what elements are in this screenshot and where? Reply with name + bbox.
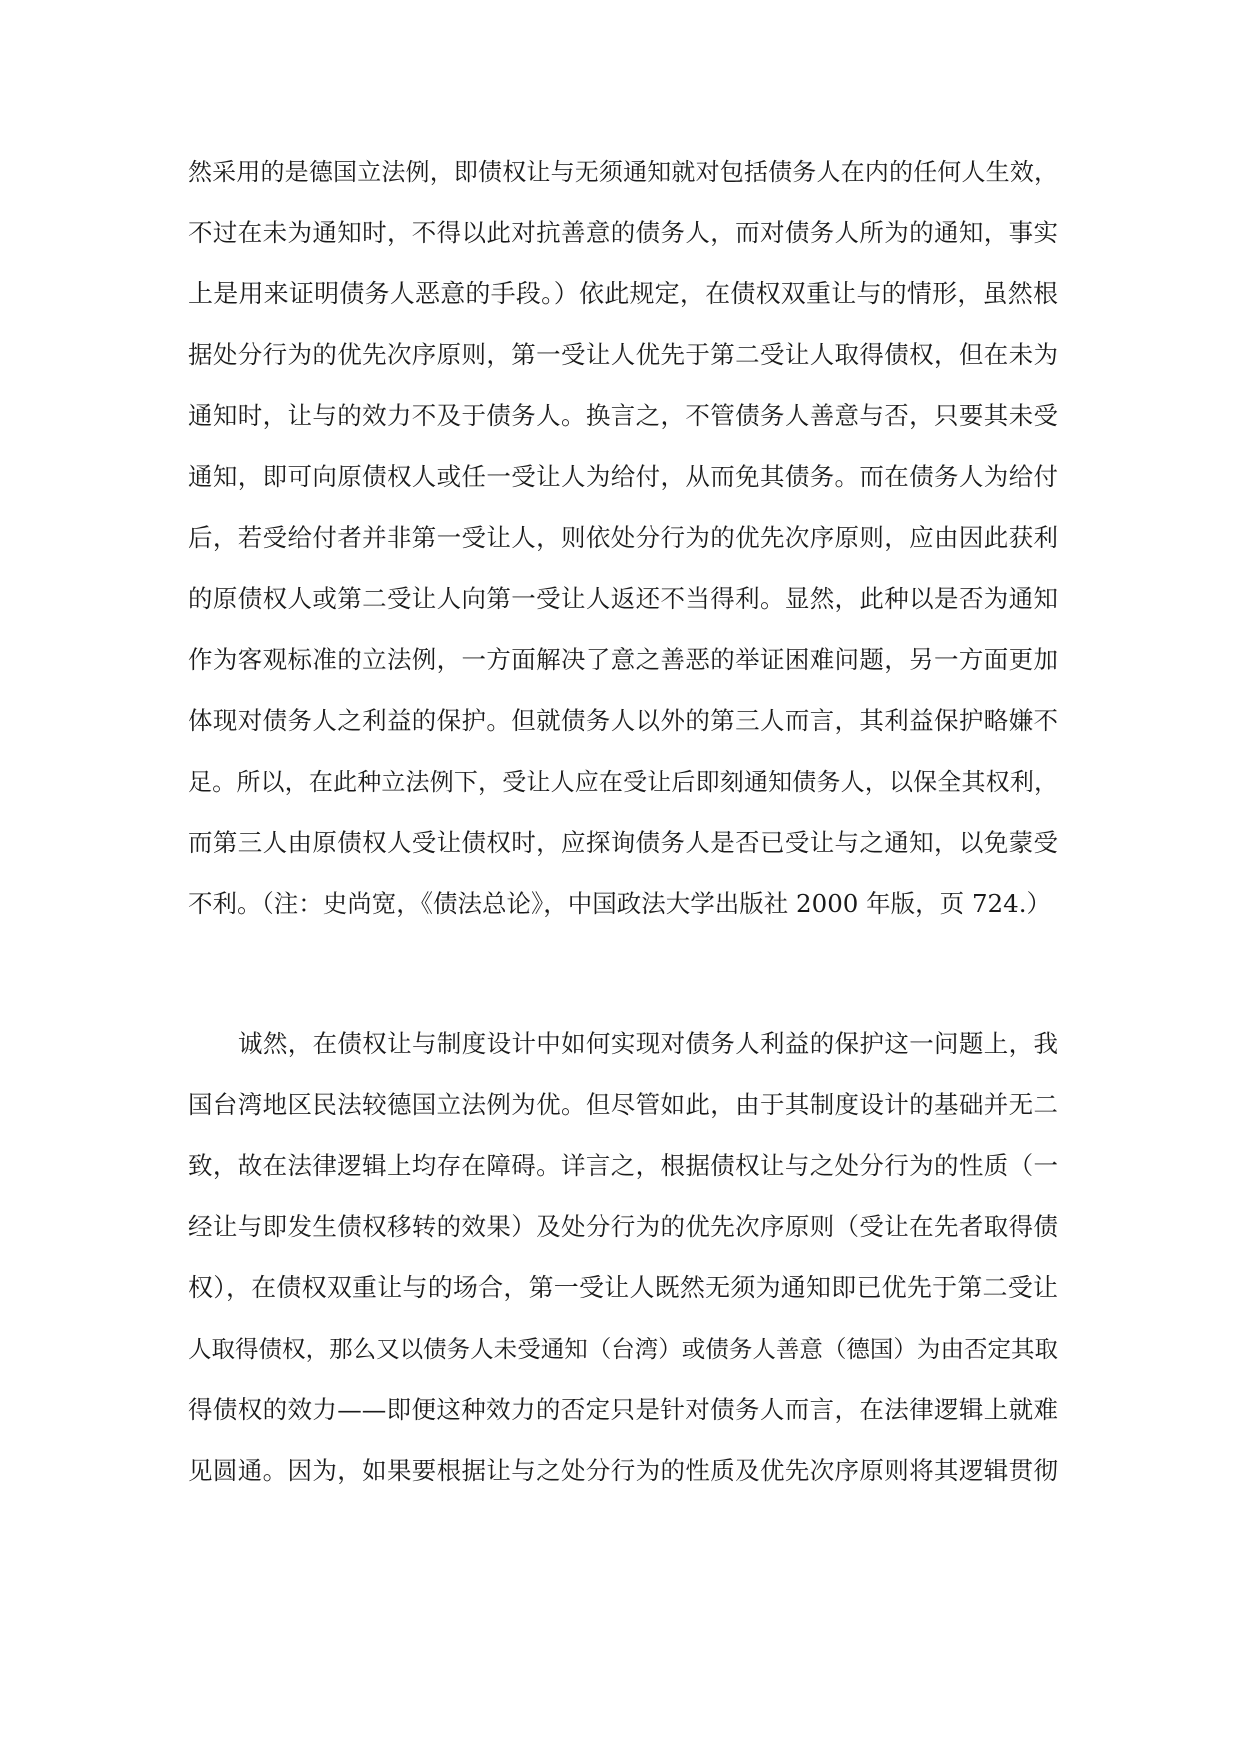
paragraph-2-line-8: 见圆通。因为，如果要根据让与之处分行为的性质及优先次序原则将其逻辑贯彻 <box>188 1456 1058 1485</box>
paragraph-1-line-13: 不利。（注：史尚宽，《债法总论》，中国政法大学出版社 2000 年版，页 724.） <box>188 889 1052 918</box>
paragraph-1-line-10: 体现对债务人之利益的保护。但就债务人以外的第三人而言，其利益保护略嫌不 <box>188 706 1058 735</box>
paragraph-1-line-2: 不过在未为通知时，不得以此对抗善意的债务人，而对债务人所为的通知，事实 <box>188 218 1058 247</box>
paragraph-2-line-2: 国台湾地区民法较德国立法例为优。但尽管如此，由于其制度设计的基础并无二 <box>188 1090 1058 1119</box>
paragraph-1-line-4: 据处分行为的优先次序原则，第一受让人优先于第二受让人取得债权，但在未为 <box>188 340 1058 369</box>
paragraph-1-line-6: 通知，即可向原债权人或任一受让人为给付，从而免其债务。而在债务人为给付 <box>188 462 1058 491</box>
paragraph-1-line-3: 上是用来证明债务人恶意的手段。）依此规定，在债权双重让与的情形，虽然根 <box>188 279 1058 308</box>
paragraph-1-line-11: 足。所以，在此种立法例下，受让人应在受让后即刻通知债务人，以保全其权利， <box>188 768 1058 796</box>
paragraph-2-line-7: 得债权的效力——即便这种效力的否定只是针对债务人而言，在法律逻辑上就难 <box>188 1395 1058 1424</box>
paragraph-1-line-8: 的原债权人或第二受让人向第一受让人返还不当得利。显然，此种以是否为通知 <box>188 584 1058 613</box>
paragraph-1-line-7: 后，若受给付者并非第一受让人，则依处分行为的优先次序原则，应由因此获利 <box>188 523 1058 552</box>
paragraph-1-line-9: 作为客观标准的立法例，一方面解决了意之善恶的举证困难问题，另一方面更加 <box>188 645 1058 674</box>
paragraph-2-line-6: 人取得债权，那么又以债务人未受通知（台湾）或债务人善意（德国）为由否定其取 <box>188 1335 1058 1363</box>
paragraph-2-line-5: 权），在债权双重让与的场合，第一受让人既然无须为通知即已优先于第二受让 <box>188 1273 1058 1302</box>
paragraph-1-line-12: 而第三人由原债权人受让债权时，应探询债务人是否已受让与之通知，以免蒙受 <box>188 828 1058 857</box>
paragraph-1-line-5: 通知时，让与的效力不及于债务人。换言之，不管债务人善意与否，只要其未受 <box>188 401 1058 430</box>
paragraph-1-line-1: 然采用的是德国立法例，即债权让与无须通知就对包括债务人在内的任何人生效， <box>188 158 1058 186</box>
paragraph-2-line-4: 经让与即发生债权移转的效果）及处分行为的优先次序原则（受让在先者取得债 <box>188 1212 1058 1241</box>
paragraph-2-line-1: 诚然，在债权让与制度设计中如何实现对债务人利益的保护这一问题上，我 <box>238 1029 1058 1058</box>
paragraph-2-line-3: 致，故在法律逻辑上均存在障碍。详言之，根据债权让与之处分行为的性质（一 <box>188 1151 1058 1180</box>
